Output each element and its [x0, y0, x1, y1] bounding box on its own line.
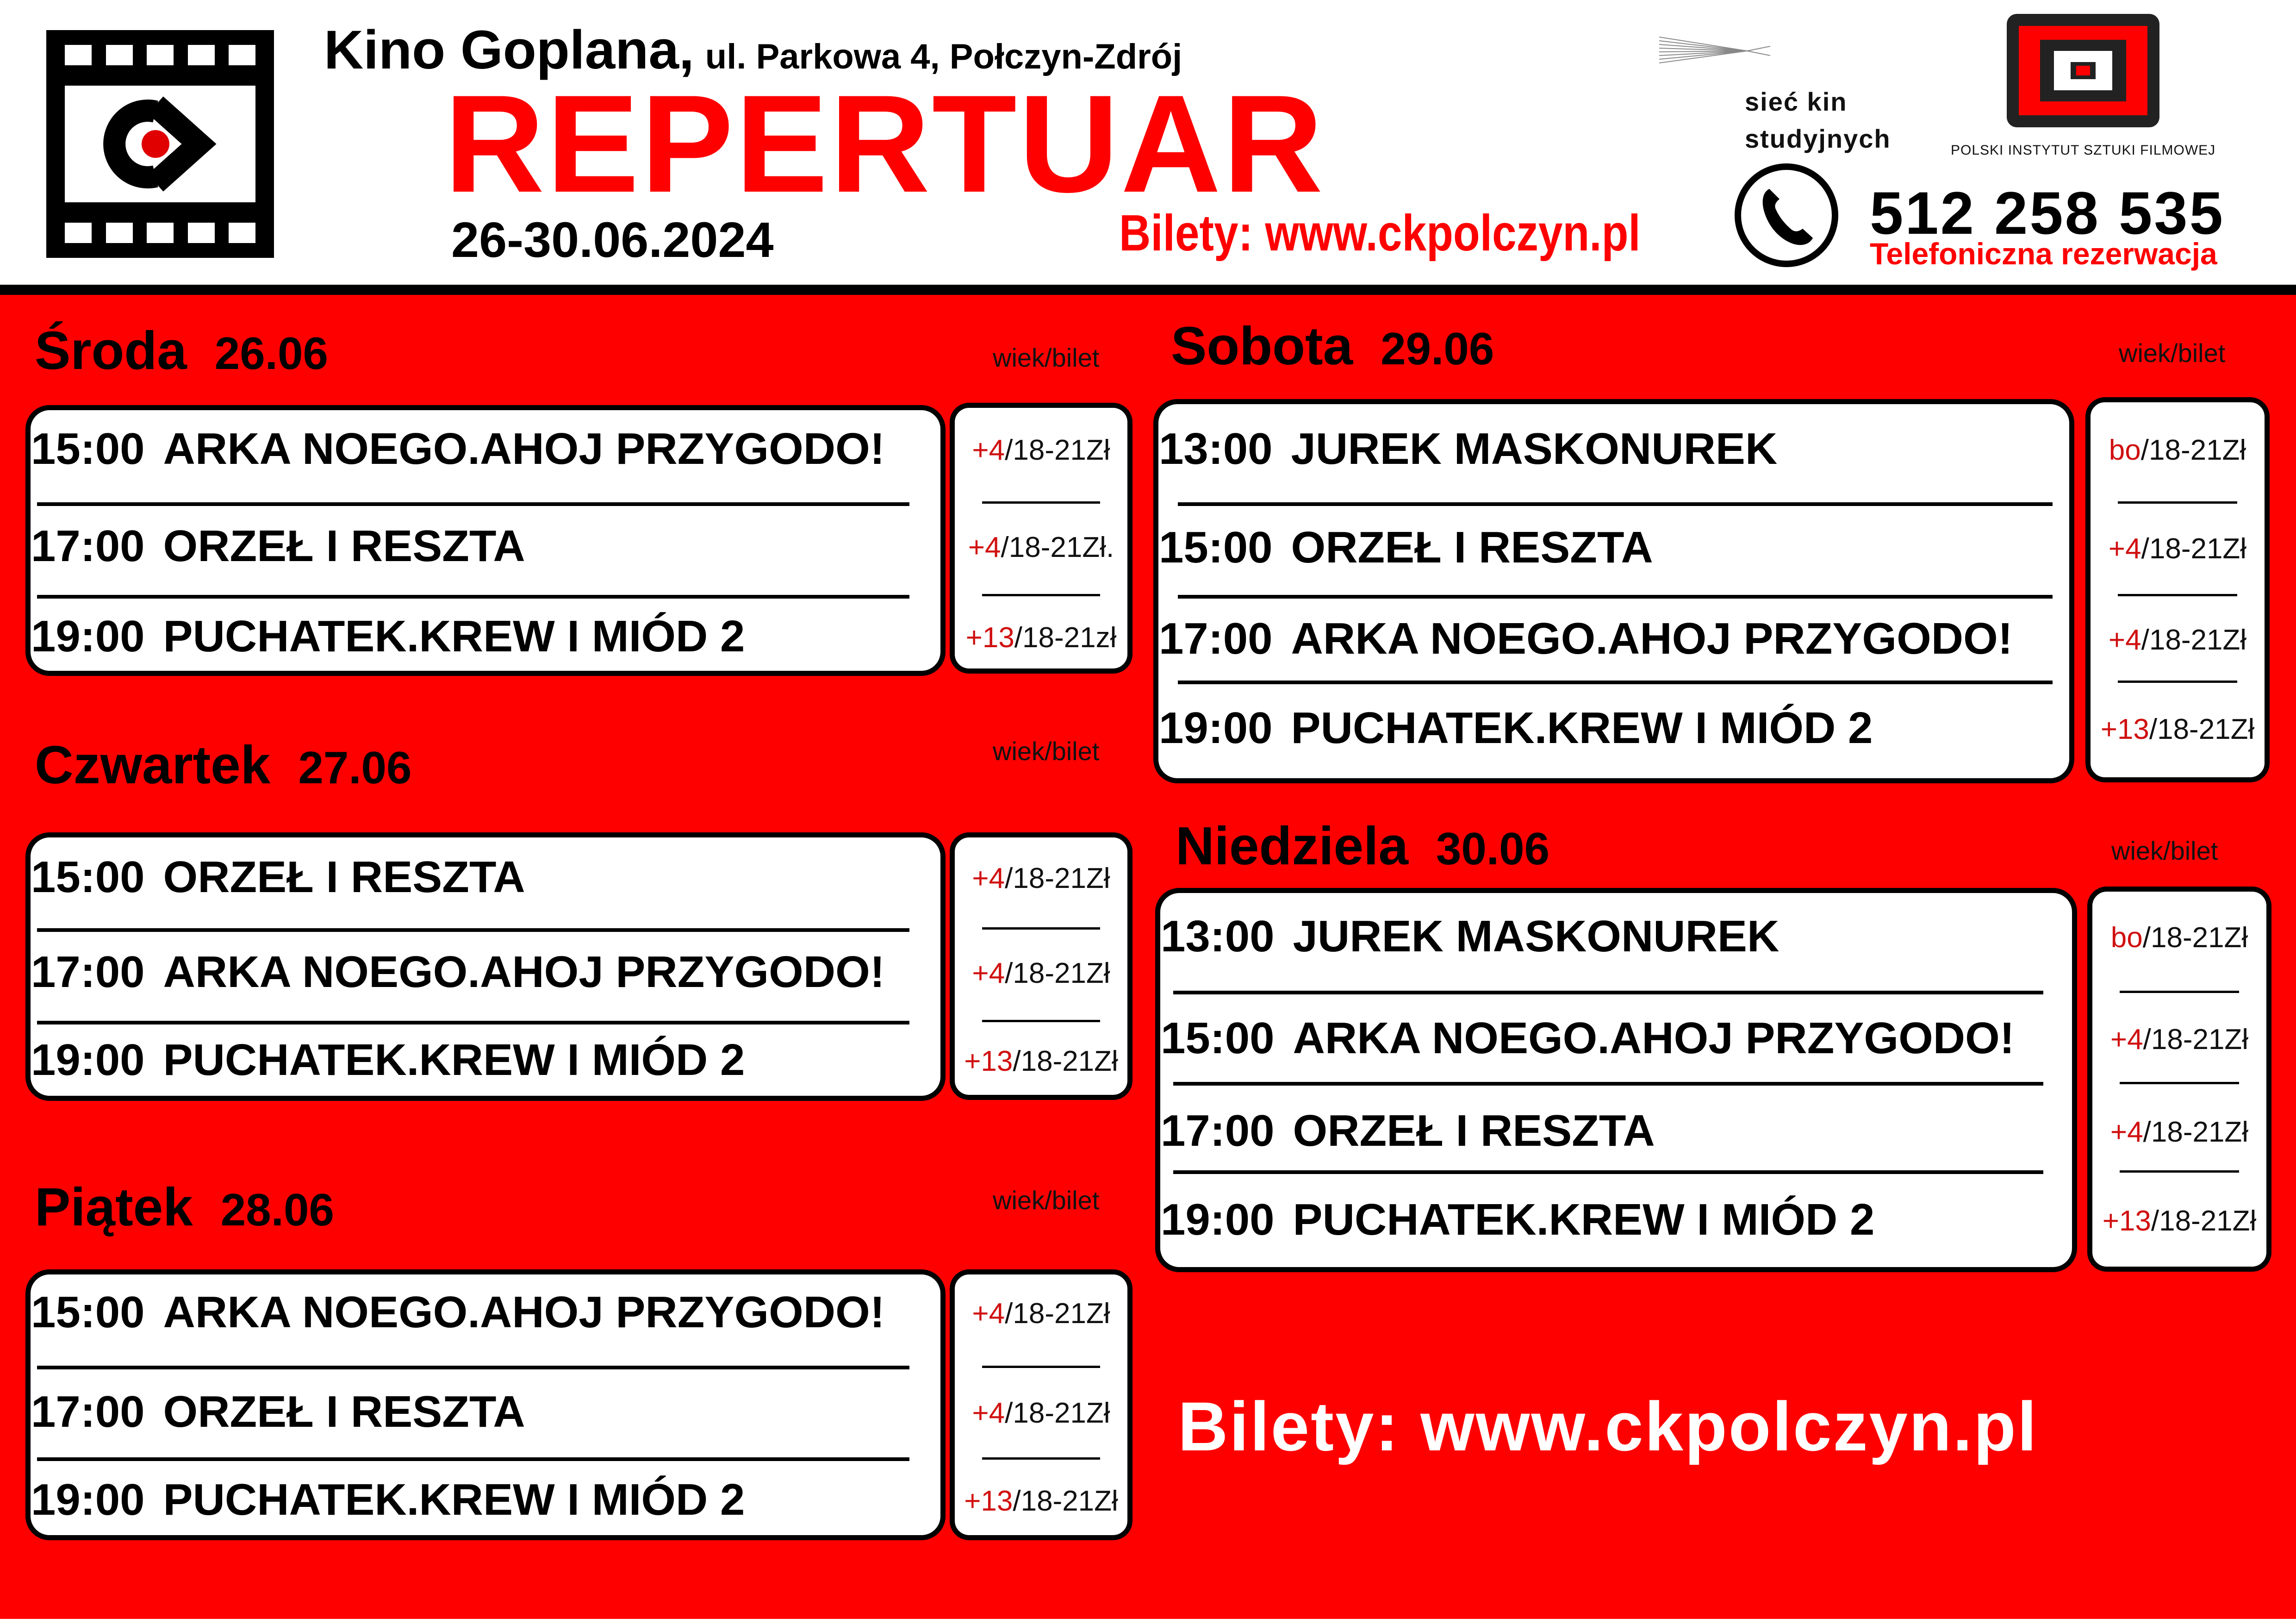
pisf-label: POLSKI INSTYTUT SZTUKI FILMOWEJ: [1951, 143, 2216, 158]
age-price: [950, 862, 1132, 895]
price-divider: [2120, 1170, 2239, 1173]
screening-title: ORZEŁ I RESZTA: [1291, 523, 1653, 572]
network-label: [1745, 83, 1891, 157]
screening-time: 19:00: [31, 1035, 145, 1085]
screening-title: ARKA NOEGO.AHOJ PRZYGODO!: [163, 947, 885, 997]
age-rating: +4: [2108, 533, 2141, 565]
screening-row: [1159, 613, 2013, 664]
ticket-price: /18-21Zł: [2141, 533, 2247, 565]
screening-row: [1159, 424, 1777, 475]
screening-row: [31, 1287, 885, 1338]
screening-title: PUCHATEK.KREW I MIÓD 2: [1293, 1195, 1875, 1244]
screening-title: PUCHATEK.KREW I MIÓD 2: [163, 612, 745, 661]
ticket-price: /18-21Zł: [2141, 624, 2247, 656]
age-rating: +4: [972, 862, 1005, 894]
screening-time: 17:00: [31, 521, 145, 571]
screening-row: [31, 424, 885, 475]
age-rating: +4: [972, 957, 1005, 989]
network-line-2: studyjnych: [1745, 124, 1891, 153]
age-price: [950, 1045, 1132, 1078]
age-rating: +4: [2110, 1024, 2143, 1056]
age-rating: +4: [2110, 1116, 2143, 1148]
screening-row: [1161, 1013, 2015, 1064]
age-price: [950, 434, 1132, 467]
day-name: Czwartek: [35, 735, 271, 795]
screening-title: ORZEŁ I RESZTA: [163, 1387, 525, 1437]
price-divider: [982, 1457, 1100, 1460]
screening-row: [31, 611, 745, 662]
screening-divider: [37, 595, 909, 599]
screening-time: 13:00: [1161, 912, 1275, 961]
screening-divider: [37, 502, 909, 506]
screening-time: 19:00: [1161, 1195, 1275, 1244]
pisf-logo-icon: [2007, 14, 2159, 127]
cinema-address: ul. Parkowa 4, Połczyn-Zdrój: [705, 37, 1182, 76]
screening-divider: [1178, 681, 2053, 684]
ticket-price: /18-21Zł: [1013, 1485, 1118, 1517]
screening-time: 17:00: [1161, 1106, 1275, 1156]
screening-row: [1159, 522, 1653, 573]
screening-row: [31, 1035, 745, 1086]
day-date: 30.06: [1436, 823, 1550, 874]
age-rating: +13: [965, 622, 1014, 654]
price-divider: [982, 501, 1100, 504]
age-rating: +4: [972, 434, 1005, 466]
screening-divider: [1173, 1082, 2043, 1086]
screening-title: ARKA NOEGO.AHOJ PRZYGODO!: [163, 1287, 885, 1337]
age-rating: bo: [2109, 434, 2141, 466]
price-divider: [2118, 501, 2237, 504]
age-rating: +4: [972, 1397, 1005, 1429]
screening-row: [1161, 1106, 1655, 1156]
screening-title: ARKA NOEGO.AHOJ PRZYGODO!: [1293, 1013, 2015, 1063]
age-price: [950, 1297, 1132, 1330]
day-date: 28.06: [220, 1184, 335, 1235]
screening-time: 19:00: [31, 612, 145, 661]
projector-beam-icon: [1659, 32, 1770, 69]
age-price-label: wiek/bilet: [993, 343, 1100, 372]
day-name: Sobota: [1171, 316, 1353, 376]
screening-time: 15:00: [1161, 1013, 1275, 1063]
age-price-label: wiek/bilet: [2111, 836, 2218, 865]
age-price: [950, 1485, 1132, 1518]
screening-time: 15:00: [1159, 523, 1273, 572]
age-price-label: wiek/bilet: [993, 1186, 1100, 1215]
age-rating: bo: [2110, 922, 2143, 954]
age-rating: +13: [2100, 713, 2149, 745]
ticket-price: /18-21Zł: [2151, 1205, 2257, 1237]
screening-title: JUREK MASKONUREK: [1293, 912, 1780, 961]
age-price: [950, 957, 1132, 990]
price-divider: [2120, 991, 2239, 993]
day-date: 26.06: [214, 328, 328, 379]
screening-divider: [1173, 991, 2043, 994]
screening-row: [31, 1474, 745, 1525]
screening-time: 17:00: [31, 947, 145, 997]
screening-row: [1159, 703, 1873, 754]
age-price: [950, 621, 1132, 654]
day-name: Piątek: [35, 1177, 193, 1237]
screening-divider: [1178, 502, 2053, 506]
age-rating: +13: [2102, 1205, 2151, 1237]
screening-row: [31, 852, 525, 903]
day-heading: [35, 319, 328, 381]
age-price: [2087, 921, 2271, 954]
screening-title: PUCHATEK.KREW I MIÓD 2: [163, 1035, 745, 1085]
screening-title: ARKA NOEGO.AHOJ PRZYGODO!: [1291, 614, 2013, 663]
day-name: Środa: [35, 320, 187, 381]
phone-number[interactable]: 512 258 535: [1870, 179, 2225, 247]
age-price: [950, 1397, 1132, 1430]
ticket-price: /18-21Zł: [1005, 434, 1110, 466]
screening-time: 19:00: [1159, 703, 1273, 753]
age-price: [2085, 713, 2270, 746]
age-price: [2087, 1205, 2271, 1237]
header-divider: [0, 285, 2296, 295]
ticket-price: /18-21Zł: [1005, 1298, 1110, 1330]
screening-time: 13:00: [1159, 424, 1273, 474]
age-price: [2085, 434, 2270, 467]
ticket-price: /18-21Zł: [2143, 1024, 2249, 1056]
price-divider: [982, 927, 1100, 930]
price-divider: [982, 1366, 1100, 1368]
repertoire-title: REPERTUAR: [444, 66, 1325, 221]
day-heading: [35, 734, 412, 796]
screening-time: 17:00: [31, 1387, 145, 1437]
screening-divider: [37, 1457, 909, 1461]
screening-row: [1161, 1194, 1874, 1245]
ticket-price: /18-21Zł: [1005, 957, 1110, 989]
ticket-price: /18-21Zł: [1013, 1045, 1118, 1077]
price-divider: [982, 594, 1100, 596]
price-divider: [2118, 681, 2237, 683]
age-price: [950, 531, 1132, 564]
price-divider: [982, 1020, 1100, 1022]
ck-logo: [46, 30, 274, 258]
ticket-price: /18-21Zł: [2140, 434, 2246, 466]
ticket-price: /18-21zł: [1014, 622, 1117, 654]
screening-divider: [1178, 595, 2053, 599]
screening-title: JUREK MASKONUREK: [1291, 424, 1778, 474]
screening-time: 15:00: [31, 424, 145, 474]
age-rating: +13: [964, 1045, 1013, 1077]
phone-label: Telefoniczna rezerwacja: [1870, 237, 2217, 271]
screening-time: 19:00: [31, 1475, 145, 1524]
age-price: [2085, 624, 2270, 656]
screening-title: ARKA NOEGO.AHOJ PRZYGODO!: [163, 424, 885, 474]
screening-row: [31, 521, 525, 572]
ck-monogram-icon: [46, 30, 274, 258]
tickets-link-header[interactable]: Bilety: www.ckpolczyn.pl: [1119, 205, 1641, 262]
phone-icon: [1733, 162, 1840, 269]
screening-row: [31, 947, 885, 998]
age-price: [2085, 532, 2270, 565]
age-price: [2087, 1116, 2271, 1149]
screening-title: ORZEŁ I RESZTA: [1293, 1106, 1655, 1156]
ticket-price: /18-21Zł: [1005, 862, 1110, 894]
date-range: 26-30.06.2024: [451, 212, 774, 268]
header: [0, 0, 2296, 285]
ticket-price: /18-21Zł: [1005, 1397, 1110, 1429]
ticket-price: /18-21Zł.: [1001, 531, 1114, 563]
cinema-name: Kino Goplana,: [324, 19, 694, 81]
ticket-price: /18-21Zł: [2149, 713, 2255, 745]
screening-title: PUCHATEK.KREW I MIÓD 2: [1291, 703, 1873, 753]
screening-divider: [37, 1021, 909, 1024]
age-price-label: wiek/bilet: [2119, 338, 2226, 368]
screening-row: [31, 1387, 525, 1437]
screening-time: 15:00: [31, 852, 145, 902]
screening-divider: [37, 1366, 909, 1369]
screening-time: 15:00: [31, 1287, 145, 1337]
age-price: [2087, 1023, 2271, 1056]
day-date: 29.06: [1381, 323, 1494, 374]
day-name: Niedziela: [1176, 816, 1408, 876]
screening-title: PUCHATEK.KREW I MIÓD 2: [163, 1475, 745, 1524]
ticket-price: /18-21Zł: [2142, 922, 2248, 954]
screening-divider: [37, 928, 909, 932]
screening-title: ORZEŁ I RESZTA: [163, 521, 525, 571]
network-line-1: sieć kin: [1745, 87, 1848, 116]
day-heading: [1171, 315, 1494, 377]
age-rating: +4: [972, 1298, 1005, 1330]
age-rating: +13: [964, 1485, 1013, 1517]
price-divider: [2118, 594, 2237, 596]
screening-divider: [1173, 1170, 2043, 1174]
age-price-label: wiek/bilet: [993, 737, 1100, 766]
day-heading: [1176, 815, 1549, 877]
tickets-link-footer[interactable]: Bilety: www.ckpolczyn.pl: [1178, 1387, 2038, 1465]
screening-time: 17:00: [1159, 614, 1273, 663]
age-rating: +4: [2108, 624, 2141, 656]
ticket-price: /18-21Zł: [2143, 1116, 2249, 1148]
age-rating: +4: [968, 531, 1001, 563]
day-heading: [35, 1176, 334, 1238]
screening-row: [1161, 911, 1779, 962]
screening-title: ORZEŁ I RESZTA: [163, 852, 525, 902]
day-date: 27.06: [298, 742, 412, 793]
price-divider: [2120, 1082, 2239, 1084]
